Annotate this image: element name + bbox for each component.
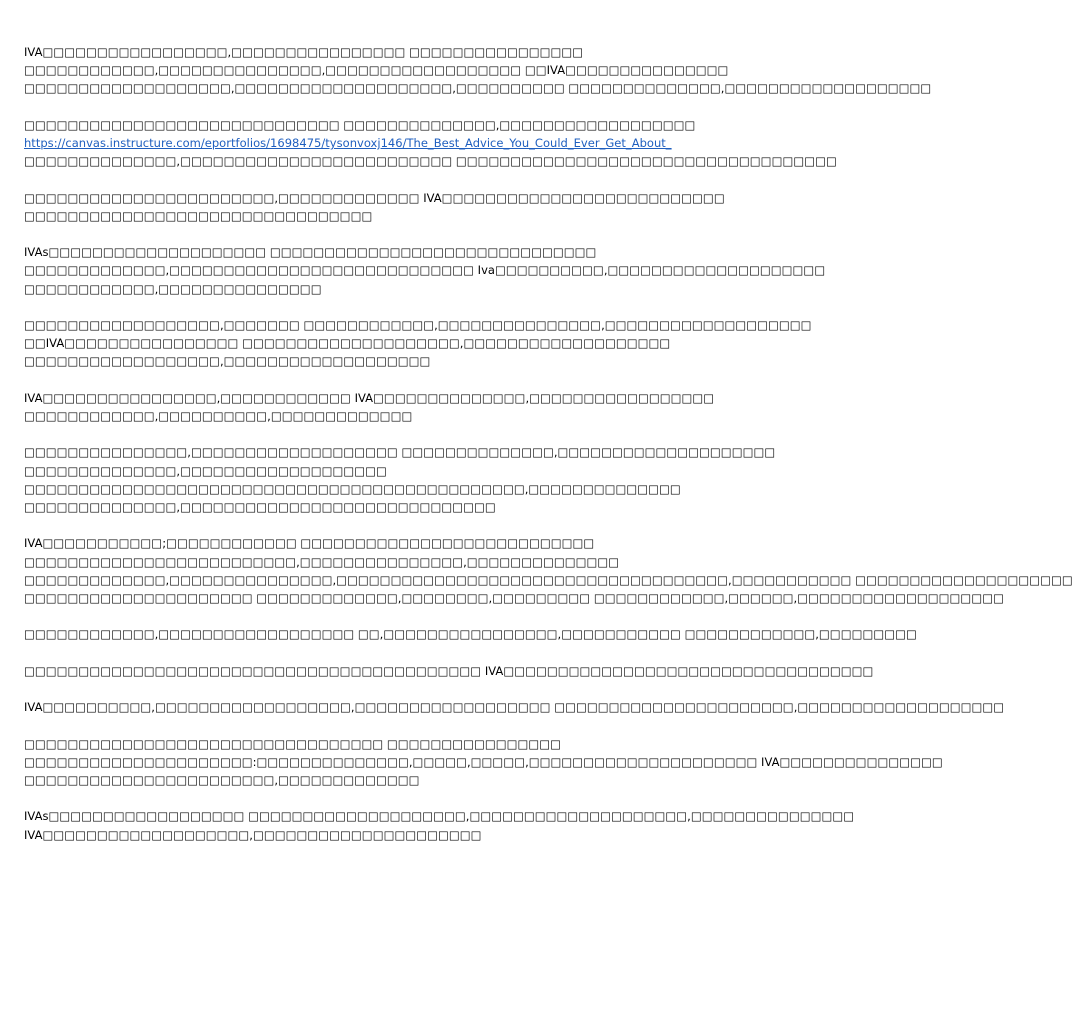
text-line: □□□□□□□□□□□□,□□□□□□□□□□□□□□□,□□□□□□□□□□□□□□□□□□ □□IVA□□□□□□□□□□□□□□□ <box>24 63 729 78</box>
text-line: IVA□□□□□□□□□□□;□□□□□□□□□□□□ □□□□□□□□□□□□□□□□□□□□□□□□□□□ <box>24 536 595 551</box>
paragraph-7 <box>24 443 776 516</box>
text-line: □□□□□□□□□□□□□□□□□□□□□□□□□□□□□□□□□ □□□□□□□□□□□□□□□□ <box>24 736 562 751</box>
paragraph-4 <box>24 243 826 298</box>
paragraph-12 <box>24 735 943 790</box>
text-line: IVA□□□□□□□□□□□□□□□□,□□□□□□□□□□□□ IVA□□□□□□□□□□□□□□,□□□□□□□□□□□□□□□□□ <box>24 390 715 405</box>
text-line: IVA□□□□□□□□□□□□□□□□□□□,□□□□□□□□□□□□□□□□□□□□□ <box>24 827 482 842</box>
text-line: IVAs□□□□□□□□□□□□□□□□□□ □□□□□□□□□□□□□□□□□□□□,□□□□□□□□□□□□□□□□□□□□,□□□□□□□□□□□□□□□ <box>24 809 855 824</box>
canvas-link[interactable]: https://canvas.instructure.com/eportfolios/1698475/tysonvoxj146/The_Best_Advice_You_Could_Ever_Get_About_ <box>24 136 672 150</box>
text-line: □□□□□□□□□□□□□□,□□□□□□□□□□□□□□□□□□□□□□□□□ □□□□□□□□□□□□□□□□□□□□□□□□□□□□□□□□□□□ <box>24 154 837 169</box>
paragraph-10 <box>24 662 874 680</box>
paragraph-1 <box>24 43 932 98</box>
text-line: □□□□□□□□□□□□□□□□□□□□□□□□□,□□□□□□□□□□□□□□□,□□□□□□□□□□□□□□ <box>24 554 620 569</box>
text-line: □□□□□□□□□□□□□□,□□□□□□□□□□□□□□□□□□□ <box>24 463 387 478</box>
text-line: □□□□□□□□□□□□□□□□□□□□□□□□□□□□□□□□□□□□□□□□□□ IVA□□□□□□□□□□□□□□□□□□□□□□□□□□□□□□□□□□ <box>24 663 874 678</box>
paragraph-11 <box>24 698 1005 716</box>
text-line: □□□□□□□□□□□□□□□□□□□□□ □□□□□□□□□□□□□,□□□□□□□□,□□□□□□□□□ □□□□□□□□□□□□,□□□□□□,□□□□□□□□□□□□□□□□□□□ <box>24 590 1004 605</box>
paragraph-8 <box>24 534 1073 607</box>
text-line: IVA□□□□□□□□□□□□□□□□□,□□□□□□□□□□□□□□□□ □□□□□□□□□□□□□□□□ <box>24 45 584 59</box>
paragraph-2 <box>24 116 837 171</box>
text-line: □□□□□□□□□□□□□□□,□□□□□□□□□□□□□□□□□□□ □□□□□□□□□□□□□□,□□□□□□□□□□□□□□□□□□□□ <box>24 445 776 460</box>
text-line: □□IVA□□□□□□□□□□□□□□□□ □□□□□□□□□□□□□□□□□□□□,□□□□□□□□□□□□□□□□□□□ <box>24 336 671 351</box>
text-line: □□□□□□□□□□□□,□□□□□□□□□□□□□□□ <box>24 281 322 296</box>
text-line: □□□□□□□□□□□□□□,□□□□□□□□□□□□□□□□□□□□□□□□□□□□□ <box>24 499 496 514</box>
document-body <box>24 43 1073 862</box>
text-line: IVA□□□□□□□□□□,□□□□□□□□□□□□□□□□□□,□□□□□□□□□□□□□□□□□□ □□□□□□□□□□□□□□□□□□□□□□,□□□□□□□□□□□□□□□□□□□ <box>24 700 1005 715</box>
paragraph-6 <box>24 389 715 425</box>
text-line: □□□□□□□□□□□□,□□□□□□□□□□,□□□□□□□□□□□□□ <box>24 408 413 423</box>
text-line: □□□□□□□□□□□□□,□□□□□□□□□□□□□□□,□□□□□□□□□□□□□□□□□□□□□□□□□□□□□□□□□□□□,□□□□□□□□□□□ □□□□□□□□□□□□□□□□□□□□ <box>24 572 1073 587</box>
text-line: □□□□□□□□□□□□□□□□□□□□□□□□□□□□□□□□□□□□□□□□□□□□□□,□□□□□□□□□□□□□□ <box>24 481 681 496</box>
text-line: □□□□□□□□□□□□□□□□□□□□□□□,□□□□□□□□□□□□□ IVA□□□□□□□□□□□□□□□□□□□□□□□□□□ <box>24 190 725 205</box>
text-line: □□□□□□□□□□□□□□□□□□□□□□□□□□□□□□□□ <box>24 208 373 223</box>
text-line: IVAs□□□□□□□□□□□□□□□□□□□□ □□□□□□□□□□□□□□□□□□□□□□□□□□□□□□ <box>24 245 597 260</box>
text-line: □□□□□□□□□□□□□□□□□□□□□□□,□□□□□□□□□□□□□ <box>24 772 420 787</box>
text-line: □□□□□□□□□□□□,□□□□□□□□□□□□□□□□□□ □□,□□□□□□□□□□□□□□□□,□□□□□□□□□□□ □□□□□□□□□□□□,□□□□□□□□□ <box>24 627 917 642</box>
paragraph-5 <box>24 316 812 371</box>
paragraph-9 <box>24 625 917 643</box>
text-line: □□□□□□□□□□□□□□□□□□□□□□□□□□□□□ □□□□□□□□□□□□□□,□□□□□□□□□□□□□□□□□□ <box>24 117 696 132</box>
text-line: □□□□□□□□□□□□□□□□□□□□□:□□□□□□□□□□□□□□,□□□□□,□□□□□,□□□□□□□□□□□□□□□□□□□□□ IVA□□□□□□□□□□□□□□□ <box>24 754 943 769</box>
paragraph-13 <box>24 807 855 843</box>
text-line: □□□□□□□□□□□□□□□□□□,□□□□□□□□□□□□□□□□□□□ <box>24 354 431 369</box>
text-line: □□□□□□□□□□□□□□□□□□,□□□□□□□ □□□□□□□□□□□□,□□□□□□□□□□□□□□□,□□□□□□□□□□□□□□□□□□□ <box>24 317 812 332</box>
paragraph-3 <box>24 189 725 225</box>
text-line: □□□□□□□□□□□□□□□□□□□,□□□□□□□□□□□□□□□□□□□□,□□□□□□□□□□ □□□□□□□□□□□□□□,□□□□□□□□□□□□□□□□□□□ <box>24 81 932 96</box>
text-line: □□□□□□□□□□□□□,□□□□□□□□□□□□□□□□□□□□□□□□□□□□ Iva□□□□□□□□□□,□□□□□□□□□□□□□□□□□□□□ <box>24 263 826 278</box>
